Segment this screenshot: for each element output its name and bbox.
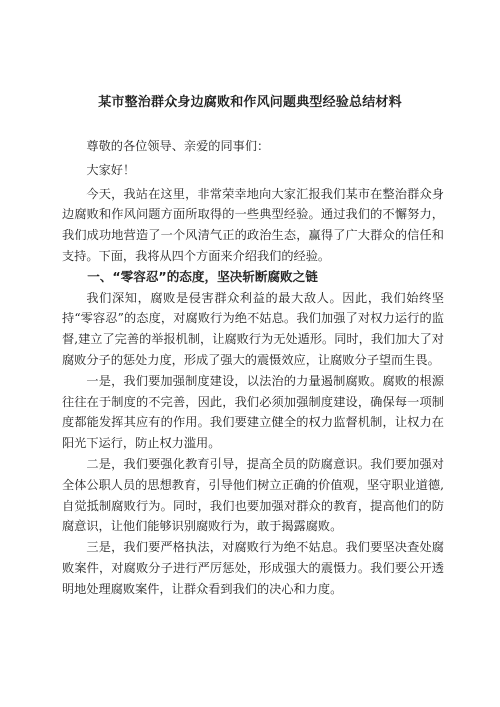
section-heading: 一、“零容忍”的态度，坚决斩断腐败之链 — [87, 268, 318, 284]
body-paragraph: 一是，我们要加强制度建设，以法治的力量遏制腐败。腐败的根源往往在于制度的不完善，因此，我们必须加强制度建设，确保每一项制度都能发挥其应有的作用。我们要建立健全的权力监督机制，让权力在阳光下运行，防止权力滥用。 — [62, 373, 444, 451]
salutation: 尊敬的各位领导、亲爱的同事们： — [86, 139, 270, 153]
document-title: 某市整治群众身边腐败和作风问题典型经验总结材料 — [98, 95, 402, 110]
body-paragraph: 二是，我们要强化教育引导，提高全员的防腐意识。我们要加强对全体公职人员的思想教育，引导他们树立正确的价值观，坚守职业道德,自觉抵制腐败行为。同时，我们也要加强对群众的教育，提高他们的防腐意识，让他们能够识别腐败行为，敢于揭露腐败。 — [62, 456, 444, 534]
body-paragraph: 三是，我们要严格执法，对腐败行为绝不姑息。我们要坚决查处腐败案件，对腐败分子进行严厉惩处，形成强大的震慑力。我们要公开透明地处理腐败案件，让群众看到我们的决心和力度。 — [62, 540, 444, 596]
document-body — [62, 136, 444, 600]
intro-paragraph: 今天，我站在这里，非常荣幸地向大家汇报我们某市在整治群众身边腐败和作风问题方面所取得的一些典型经验。通过我们的不懈努力，我们成功地营造了一个风清气正的政治生态，赢得了广大群众的信任和支持。下面，我将从四个方面来介绍我们的经验。 — [62, 186, 444, 263]
body-paragraph: 我们深知，腐败是侵害群众利益的最大敌人。因此，我们始终坚持“零容忍”的态度，对腐败行为绝不姑息。我们加强了对权力运行的监督,建立了完善的举报机制，让腐败行为无处遁形。同时，我们加大了对腐败分子的惩处力度，形成了强大的震慑效应，让腐败分子望而生畏。 — [62, 290, 444, 367]
greeting: 大家好！ — [86, 162, 136, 177]
